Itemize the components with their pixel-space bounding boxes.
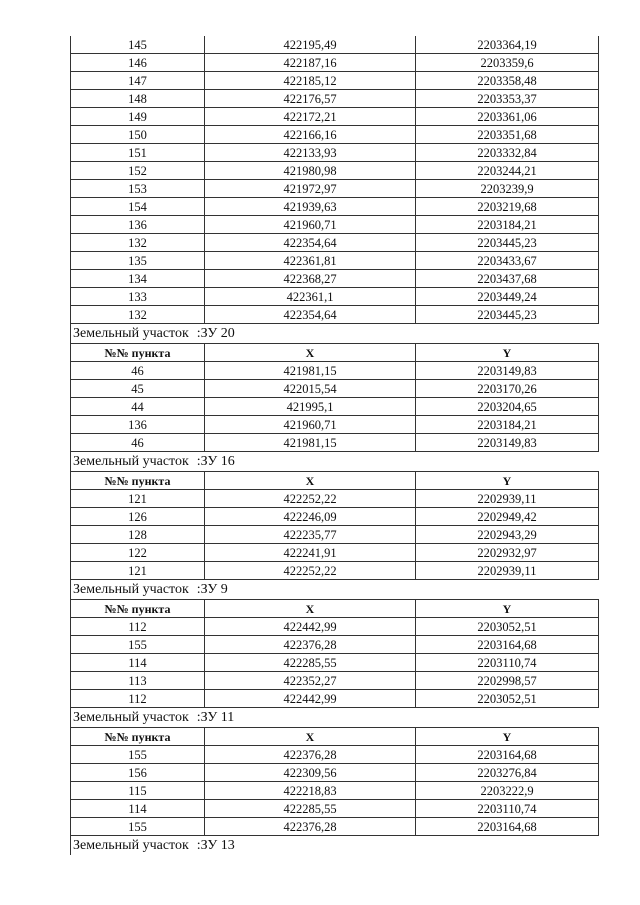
x-header: X bbox=[205, 472, 416, 490]
table-row bbox=[71, 306, 599, 324]
x-header: X bbox=[205, 344, 416, 362]
point-number-cell: 146 bbox=[71, 54, 205, 72]
x-coordinate-cell: 422376,28 bbox=[205, 818, 416, 836]
table-row bbox=[71, 398, 599, 416]
y-coordinate-cell: 2203170,26 bbox=[416, 380, 599, 398]
x-coordinate-cell: 421981,15 bbox=[205, 434, 416, 452]
y-coordinate-cell: 2203244,21 bbox=[416, 162, 599, 180]
coordinates-table bbox=[70, 471, 599, 580]
table-row bbox=[71, 636, 599, 654]
table-row bbox=[71, 764, 599, 782]
coordinates-table-continued bbox=[70, 36, 599, 324]
x-coordinate-cell: 422246,09 bbox=[205, 508, 416, 526]
x-coordinate-cell: 422241,91 bbox=[205, 544, 416, 562]
y-coordinate-cell: 2203052,51 bbox=[416, 690, 599, 708]
x-coordinate-cell: 421960,71 bbox=[205, 216, 416, 234]
table-row bbox=[71, 654, 599, 672]
section-label: Земельный участок bbox=[73, 326, 189, 341]
y-coordinate-cell: 2203361,06 bbox=[416, 108, 599, 126]
table-row bbox=[71, 526, 599, 544]
y-coordinate-cell: 2202939,11 bbox=[416, 562, 599, 580]
y-coordinate-cell: 2202932,97 bbox=[416, 544, 599, 562]
table-row bbox=[71, 270, 599, 288]
y-coordinate-cell: 2203204,65 bbox=[416, 398, 599, 416]
table-row bbox=[71, 108, 599, 126]
y-coordinate-cell: 2203184,21 bbox=[416, 416, 599, 434]
table-row bbox=[71, 672, 599, 690]
y-header: Y bbox=[416, 472, 599, 490]
x-coordinate-cell: 422285,55 bbox=[205, 800, 416, 818]
point-number-cell: 136 bbox=[71, 216, 205, 234]
point-number-cell: 122 bbox=[71, 544, 205, 562]
y-header: Y bbox=[416, 344, 599, 362]
section-title bbox=[70, 836, 598, 855]
point-number-cell: 134 bbox=[71, 270, 205, 288]
table-row bbox=[71, 380, 599, 398]
point-number-cell: 115 bbox=[71, 782, 205, 800]
table-row bbox=[71, 72, 599, 90]
section-label: Земельный участок bbox=[73, 582, 189, 597]
point-number-cell: 151 bbox=[71, 144, 205, 162]
coordinates-table bbox=[70, 727, 599, 836]
table-row bbox=[71, 198, 599, 216]
section-title bbox=[70, 324, 598, 343]
table-row bbox=[71, 800, 599, 818]
table-row bbox=[71, 508, 599, 526]
point-number-cell: 152 bbox=[71, 162, 205, 180]
point-number-cell: 132 bbox=[71, 234, 205, 252]
point-number-cell: 147 bbox=[71, 72, 205, 90]
point-number-header: №№ пункта bbox=[71, 728, 205, 746]
table-row bbox=[71, 162, 599, 180]
y-coordinate-cell: 2203358,48 bbox=[416, 72, 599, 90]
coordinates-table-body bbox=[71, 36, 599, 324]
point-number-cell: 154 bbox=[71, 198, 205, 216]
section-label: Земельный участок bbox=[73, 454, 189, 469]
y-coordinate-cell: 2203332,84 bbox=[416, 144, 599, 162]
section-code: :ЗУ 20 bbox=[196, 326, 235, 341]
x-coordinate-cell: 422166,16 bbox=[205, 126, 416, 144]
table-row bbox=[71, 288, 599, 306]
section-title bbox=[70, 580, 598, 599]
x-coordinate-cell: 421960,71 bbox=[205, 416, 416, 434]
table-row bbox=[71, 36, 599, 54]
y-coordinate-cell: 2203445,23 bbox=[416, 306, 599, 324]
section-title bbox=[70, 708, 598, 727]
y-coordinate-cell: 2203164,68 bbox=[416, 636, 599, 654]
x-coordinate-cell: 422361,81 bbox=[205, 252, 416, 270]
table-row bbox=[71, 234, 599, 252]
table-row bbox=[71, 416, 599, 434]
y-coordinate-cell: 2203164,68 bbox=[416, 746, 599, 764]
y-coordinate-cell: 2203445,23 bbox=[416, 234, 599, 252]
y-coordinate-cell: 2203110,74 bbox=[416, 654, 599, 672]
x-header: X bbox=[205, 600, 416, 618]
x-coordinate-cell: 422235,77 bbox=[205, 526, 416, 544]
point-number-cell: 113 bbox=[71, 672, 205, 690]
x-coordinate-cell: 422176,57 bbox=[205, 90, 416, 108]
section-code: :ЗУ 16 bbox=[196, 454, 235, 469]
table-row bbox=[71, 216, 599, 234]
y-coordinate-cell: 2202939,11 bbox=[416, 490, 599, 508]
point-number-cell: 135 bbox=[71, 252, 205, 270]
x-coordinate-cell: 421980,98 bbox=[205, 162, 416, 180]
y-coordinate-cell: 2203437,68 bbox=[416, 270, 599, 288]
table-row bbox=[71, 252, 599, 270]
x-coordinate-cell: 422252,22 bbox=[205, 490, 416, 508]
sections-container bbox=[70, 324, 598, 836]
section-code: :ЗУ 13 bbox=[196, 838, 235, 853]
x-coordinate-cell: 422361,1 bbox=[205, 288, 416, 306]
y-coordinate-cell: 2203364,19 bbox=[416, 36, 599, 54]
table-row bbox=[71, 746, 599, 764]
x-coordinate-cell: 421939,63 bbox=[205, 198, 416, 216]
point-number-cell: 155 bbox=[71, 636, 205, 654]
x-coordinate-cell: 422133,93 bbox=[205, 144, 416, 162]
coordinates-table bbox=[70, 599, 599, 708]
table-header-row bbox=[71, 600, 599, 618]
table-row bbox=[71, 90, 599, 108]
table-row bbox=[71, 690, 599, 708]
coordinates-table bbox=[70, 343, 599, 452]
y-coordinate-cell: 2203149,83 bbox=[416, 362, 599, 380]
y-header: Y bbox=[416, 600, 599, 618]
y-coordinate-cell: 2202949,42 bbox=[416, 508, 599, 526]
point-number-cell: 46 bbox=[71, 434, 205, 452]
x-coordinate-cell: 422218,83 bbox=[205, 782, 416, 800]
table-row bbox=[71, 782, 599, 800]
y-coordinate-cell: 2203219,68 bbox=[416, 198, 599, 216]
x-coordinate-cell: 421981,15 bbox=[205, 362, 416, 380]
point-number-cell: 121 bbox=[71, 562, 205, 580]
x-coordinate-cell: 422368,27 bbox=[205, 270, 416, 288]
y-coordinate-cell: 2203353,37 bbox=[416, 90, 599, 108]
y-coordinate-cell: 2203359,6 bbox=[416, 54, 599, 72]
x-coordinate-cell: 422442,99 bbox=[205, 618, 416, 636]
section-title bbox=[70, 452, 598, 471]
y-coordinate-cell: 2203164,68 bbox=[416, 818, 599, 836]
table-row bbox=[71, 144, 599, 162]
point-number-cell: 149 bbox=[71, 108, 205, 126]
x-coordinate-cell: 422352,27 bbox=[205, 672, 416, 690]
point-number-cell: 114 bbox=[71, 654, 205, 672]
point-number-header: №№ пункта bbox=[71, 344, 205, 362]
point-number-cell: 145 bbox=[71, 36, 205, 54]
table-header-row bbox=[71, 728, 599, 746]
x-coordinate-cell: 422015,54 bbox=[205, 380, 416, 398]
x-header: X bbox=[205, 728, 416, 746]
x-coordinate-cell: 422376,28 bbox=[205, 636, 416, 654]
point-number-cell: 126 bbox=[71, 508, 205, 526]
section-label: Земельный участок bbox=[73, 710, 189, 725]
y-coordinate-cell: 2203449,24 bbox=[416, 288, 599, 306]
y-coordinate-cell: 2203149,83 bbox=[416, 434, 599, 452]
table-row bbox=[71, 544, 599, 562]
x-coordinate-cell: 422354,64 bbox=[205, 234, 416, 252]
y-coordinate-cell: 2203222,9 bbox=[416, 782, 599, 800]
table-row bbox=[71, 126, 599, 144]
x-coordinate-cell: 421995,1 bbox=[205, 398, 416, 416]
point-number-cell: 153 bbox=[71, 180, 205, 198]
y-header: Y bbox=[416, 728, 599, 746]
section-code: :ЗУ 11 bbox=[196, 710, 235, 725]
table-row bbox=[71, 434, 599, 452]
point-number-header: №№ пункта bbox=[71, 600, 205, 618]
table-row bbox=[71, 818, 599, 836]
point-number-cell: 155 bbox=[71, 818, 205, 836]
table-row bbox=[71, 180, 599, 198]
y-coordinate-cell: 2202998,57 bbox=[416, 672, 599, 690]
y-coordinate-cell: 2203184,21 bbox=[416, 216, 599, 234]
table-row bbox=[71, 54, 599, 72]
point-number-cell: 155 bbox=[71, 746, 205, 764]
point-number-cell: 121 bbox=[71, 490, 205, 508]
point-number-header: №№ пункта bbox=[71, 472, 205, 490]
table-row bbox=[71, 362, 599, 380]
x-coordinate-cell: 421972,97 bbox=[205, 180, 416, 198]
x-coordinate-cell: 422309,56 bbox=[205, 764, 416, 782]
table-header-row bbox=[71, 344, 599, 362]
y-coordinate-cell: 2203052,51 bbox=[416, 618, 599, 636]
x-coordinate-cell: 422252,22 bbox=[205, 562, 416, 580]
point-number-cell: 44 bbox=[71, 398, 205, 416]
y-coordinate-cell: 2202943,29 bbox=[416, 526, 599, 544]
point-number-cell: 128 bbox=[71, 526, 205, 544]
section-label: Земельный участок bbox=[73, 838, 189, 853]
point-number-cell: 46 bbox=[71, 362, 205, 380]
y-coordinate-cell: 2203351,68 bbox=[416, 126, 599, 144]
y-coordinate-cell: 2203110,74 bbox=[416, 800, 599, 818]
table-row bbox=[71, 618, 599, 636]
x-coordinate-cell: 422442,99 bbox=[205, 690, 416, 708]
x-coordinate-cell: 422376,28 bbox=[205, 746, 416, 764]
point-number-cell: 156 bbox=[71, 764, 205, 782]
section-code: :ЗУ 9 bbox=[196, 582, 228, 597]
point-number-cell: 112 bbox=[71, 618, 205, 636]
y-coordinate-cell: 2203433,67 bbox=[416, 252, 599, 270]
table-header-row bbox=[71, 472, 599, 490]
x-coordinate-cell: 422354,64 bbox=[205, 306, 416, 324]
point-number-cell: 133 bbox=[71, 288, 205, 306]
point-number-cell: 114 bbox=[71, 800, 205, 818]
x-coordinate-cell: 422185,12 bbox=[205, 72, 416, 90]
point-number-cell: 136 bbox=[71, 416, 205, 434]
table-row bbox=[71, 562, 599, 580]
x-coordinate-cell: 422285,55 bbox=[205, 654, 416, 672]
x-coordinate-cell: 422187,16 bbox=[205, 54, 416, 72]
point-number-cell: 148 bbox=[71, 90, 205, 108]
point-number-cell: 45 bbox=[71, 380, 205, 398]
x-coordinate-cell: 422195,49 bbox=[205, 36, 416, 54]
table-row bbox=[71, 490, 599, 508]
y-coordinate-cell: 2203276,84 bbox=[416, 764, 599, 782]
point-number-cell: 112 bbox=[71, 690, 205, 708]
point-number-cell: 132 bbox=[71, 306, 205, 324]
document-page bbox=[70, 36, 598, 855]
x-coordinate-cell: 422172,21 bbox=[205, 108, 416, 126]
point-number-cell: 150 bbox=[71, 126, 205, 144]
y-coordinate-cell: 2203239,9 bbox=[416, 180, 599, 198]
